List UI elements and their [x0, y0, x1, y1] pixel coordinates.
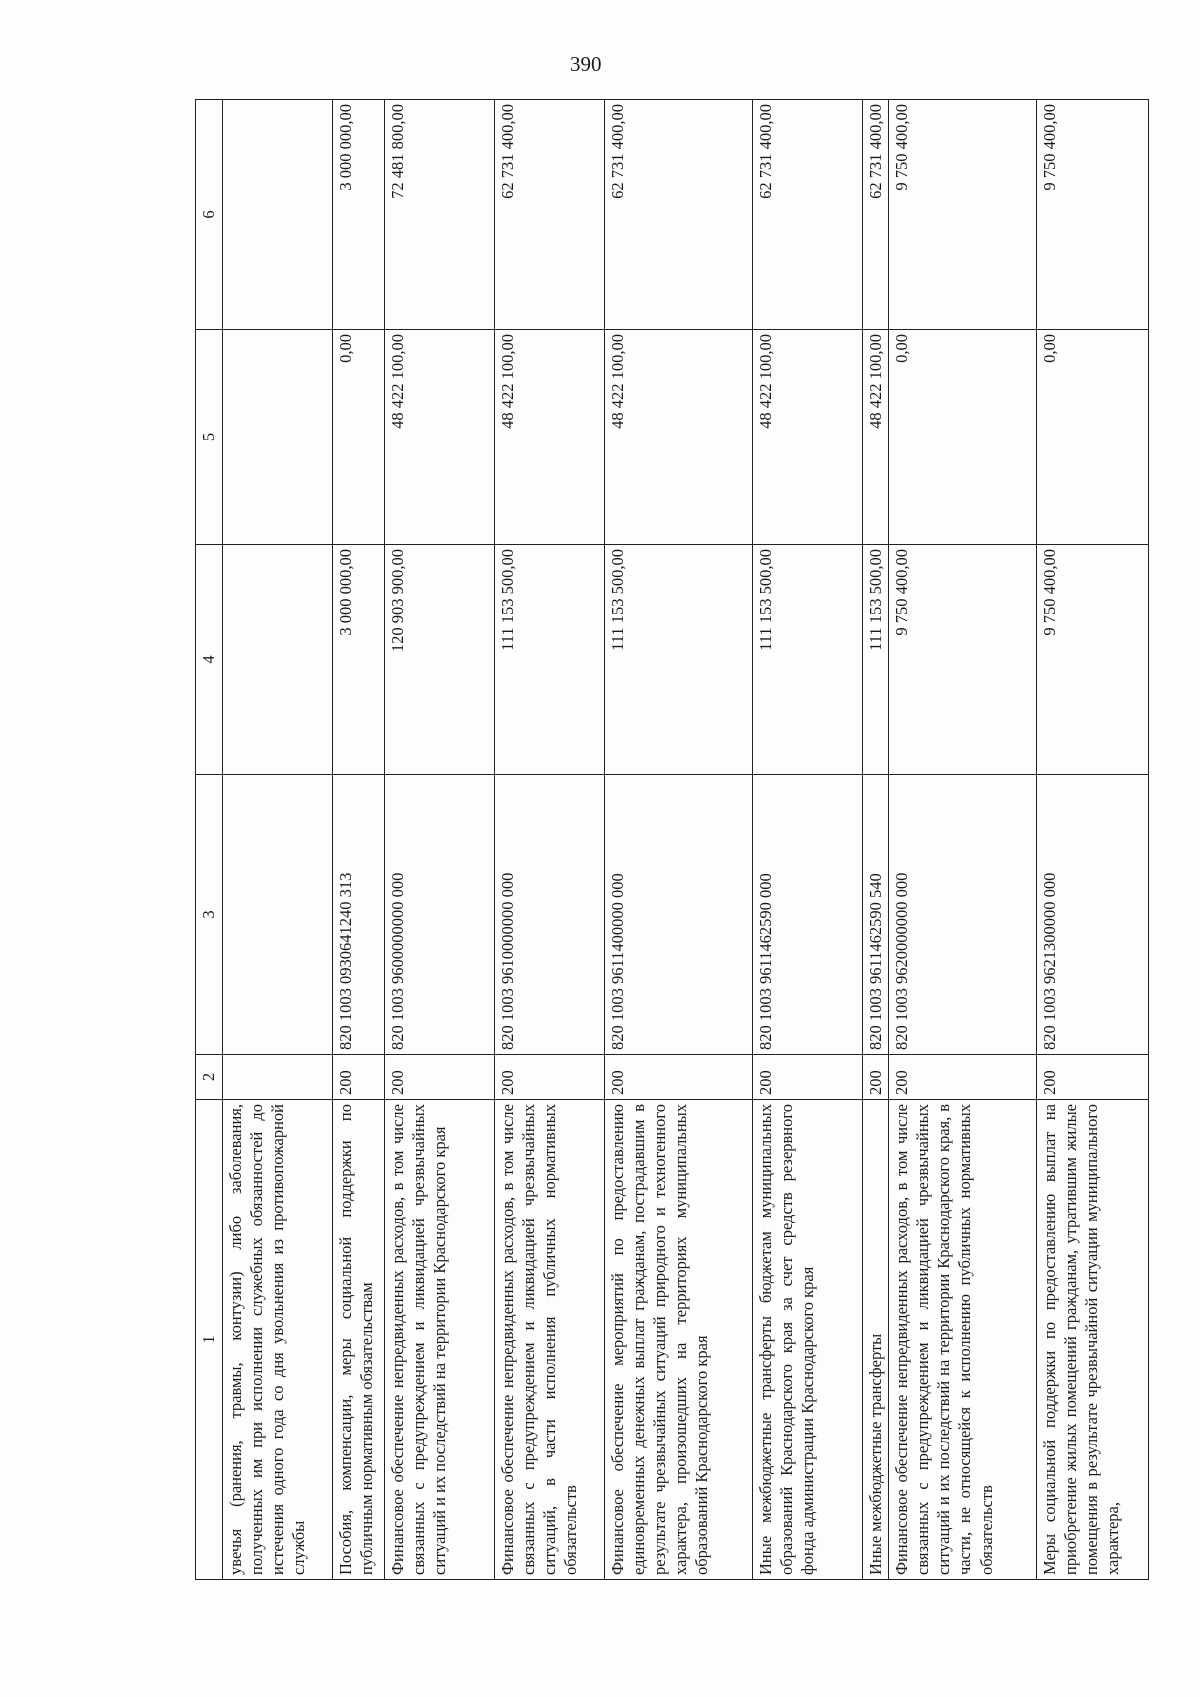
row-amount-5: 0,00 — [889, 330, 1037, 545]
column-header: 2 — [196, 1055, 223, 1100]
row-description: Меры социальной поддержки по предоставлению выплат на приобретение жилых помещений гражданам, утратившим жилые помещения в результате чрезвычайной ситуации муниципального характера, — [1037, 1100, 1149, 1580]
table-row — [1037, 100, 1149, 1580]
row-classification-code: 820 1003 9621300000 000 — [1037, 775, 1149, 1055]
row-classification-code: 820 1003 9611400000 000 — [605, 775, 753, 1055]
row-amount-5: 48 422 100,00 — [605, 330, 753, 545]
table-header-row — [196, 100, 223, 1580]
row-amount-6: 9 750 400,00 — [889, 100, 1037, 330]
column-header: 3 — [196, 775, 223, 1055]
row-amount-6: 62 731 400,00 — [605, 100, 753, 330]
row-amount-6: 62 731 400,00 — [863, 100, 889, 330]
table-row — [605, 100, 753, 1580]
row-classification-code: 820 1003 9620000000 000 — [889, 775, 1037, 1055]
column-header: 4 — [196, 545, 223, 775]
table-row — [863, 100, 889, 1580]
row-amount-4: 111 153 500,00 — [863, 545, 889, 775]
row-code-2: 200 — [863, 1055, 889, 1100]
row-amount-6 — [223, 100, 333, 330]
row-amount-6: 72 481 800,00 — [385, 100, 495, 330]
table-row — [889, 100, 1037, 1580]
row-amount-4: 111 153 500,00 — [753, 545, 863, 775]
row-amount-6: 62 731 400,00 — [753, 100, 863, 330]
row-code-2: 200 — [753, 1055, 863, 1100]
row-amount-5: 0,00 — [1037, 330, 1149, 545]
column-header: 6 — [196, 100, 223, 330]
column-header: 5 — [196, 330, 223, 545]
page-number: 390 — [570, 52, 602, 76]
row-classification-code: 820 1003 9611462590 000 — [753, 775, 863, 1055]
table-row — [495, 100, 605, 1580]
row-amount-5: 0,00 — [333, 330, 385, 545]
table-row — [333, 100, 385, 1580]
column-header: 1 — [196, 1100, 223, 1580]
row-code-2: 200 — [889, 1055, 1037, 1100]
row-code-2 — [223, 1055, 333, 1100]
row-amount-4: 111 153 500,00 — [495, 545, 605, 775]
budget-table — [195, 99, 1149, 1580]
row-amount-4: 9 750 400,00 — [1037, 545, 1149, 775]
row-amount-6: 3 000 000,00 — [333, 100, 385, 330]
row-amount-5: 48 422 100,00 — [385, 330, 495, 545]
row-code-2: 200 — [333, 1055, 385, 1100]
table-row — [223, 100, 333, 1580]
row-code-2: 200 — [385, 1055, 495, 1100]
row-classification-code — [223, 775, 333, 1055]
row-code-2: 200 — [605, 1055, 753, 1100]
row-amount-5 — [223, 330, 333, 545]
row-classification-code: 820 1003 0930641240 313 — [333, 775, 385, 1055]
row-amount-5: 48 422 100,00 — [495, 330, 605, 545]
row-description: увечья (ранения, травмы, контузии) либо заболевания, полученных им при исполнении служебных обязанностей до истечения одного года со дня увольнения из противопожарной службы — [223, 1100, 333, 1580]
row-amount-4: 3 000 000,00 — [333, 545, 385, 775]
table-row — [753, 100, 863, 1580]
row-classification-code: 820 1003 9611462590 540 — [863, 775, 889, 1055]
row-description: Пособия, компенсации, меры социальной поддержки по публичным нормативным обязательствам — [333, 1100, 385, 1580]
row-classification-code: 820 1003 9610000000 000 — [495, 775, 605, 1055]
row-amount-4: 111 153 500,00 — [605, 545, 753, 775]
row-classification-code: 820 1003 9600000000 000 — [385, 775, 495, 1055]
row-description: Финансовое обеспечение непредвиденных расходов, в том числе связанных с предупреждением и ликвидацией чрезвычайных ситуаций и их последствий на территории Краснодарского края — [385, 1100, 495, 1580]
row-description: Финансовое обеспечение мероприятий по предоставлению единовременных денежных выплат гражданам, пострадавшим в результате чрезвычайных ситуаций природного и техногенного характера, произошедших на территориях муниципальных образований Краснодарского края — [605, 1100, 753, 1580]
row-amount-5: 48 422 100,00 — [753, 330, 863, 545]
row-amount-4: 9 750 400,00 — [889, 545, 1037, 775]
row-amount-4: 120 903 900,00 — [385, 545, 495, 775]
row-amount-6: 62 731 400,00 — [495, 100, 605, 330]
row-description: Финансовое обеспечение непредвиденных расходов, в том числе связанных с предупреждением и ликвидацией чрезвычайных ситуаций, в части исполнения публичных нормативных обязательств — [495, 1100, 605, 1580]
row-amount-4 — [223, 545, 333, 775]
row-code-2: 200 — [495, 1055, 605, 1100]
table-row — [385, 100, 495, 1580]
rotated-table-container — [195, 100, 1123, 1580]
row-amount-6: 9 750 400,00 — [1037, 100, 1149, 330]
row-description: Финансовое обеспечение непредвиденных расходов, в том числе связанных с предупреждением и ликвидацией чрезвычайных ситуаций и их последствий на территории Краснодарского края, в части, не относящейся к исполнению публичных нормативных обязательств — [889, 1100, 1037, 1580]
row-code-2: 200 — [1037, 1055, 1149, 1100]
row-amount-5: 48 422 100,00 — [863, 330, 889, 545]
row-description: Иные межбюджетные трансферты — [863, 1100, 889, 1580]
row-description: Иные межбюджетные трансферты бюджетам муниципальных образований Краснодарского края за счет средств резервного фонда администрации Краснодарского края — [753, 1100, 863, 1580]
